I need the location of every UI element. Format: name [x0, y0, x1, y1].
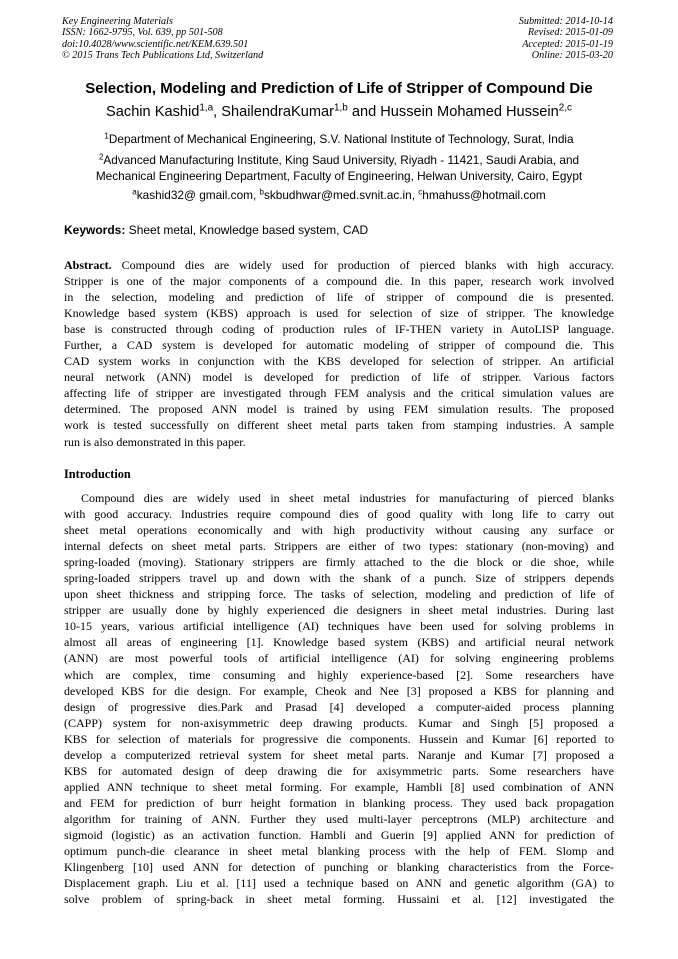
- body-line: with good accuracy. Industries require compound dies of good quality with long life to carry out: [64, 507, 614, 522]
- journal-name: Key Engineering Materials: [62, 16, 173, 27]
- journal-issn: ISSN: 1662-9795, Vol. 639, pp 501-508: [62, 27, 223, 39]
- affiliation-text: Department of Mechanical Engineering, S.V. National Institute of Technology, Surat, India: [108, 132, 574, 146]
- journal-info: [62, 16, 263, 62]
- author-name: Hussein Mohamed Hussein: [380, 104, 559, 120]
- date-accepted: Accepted: 2015-01-19: [522, 38, 613, 50]
- affiliation-text: Advanced Manufacturing Institute, King Saud University, Riyadh - 11421, Saudi Arabia, and: [103, 153, 580, 167]
- body-line: (ANN) are most powerful tools of artificial intelligence (AI) for solving engineering problems: [64, 651, 614, 666]
- body-line: solve problem of spring-back in sheet metal forming. Hussaini et al. [12] investigated the: [64, 892, 614, 907]
- author-separator: ,: [213, 104, 222, 120]
- email-address: skbudhwar@med.svnit.ac.in,: [264, 188, 419, 202]
- section-heading-introduction: Introduction: [64, 467, 131, 481]
- body-line: and FEM for prediction of burr height formation in blanking process. They used back propagation: [64, 795, 614, 810]
- body-line: Compound dies are widely used in sheet metal industries for manufacturing of pierced blanks: [81, 491, 614, 505]
- body-line: developed KBS for die design. For example, Cheok and Nee [3] proposed a KBS for planning and: [64, 683, 614, 698]
- abstract-line: CAD system works in conjunction with the KBS developed for selection of stripper. An artificial: [64, 354, 614, 369]
- abstract-line: Stripper is one of the major components of a compound die. In this paper, research work involved: [64, 274, 614, 289]
- email-mark: c: [418, 187, 423, 197]
- author-affiliation-mark: 1,b: [334, 102, 348, 114]
- abstract-line: work is tested successfully on different sheet metal parts taken from stamping industries. A sample: [64, 418, 614, 433]
- email-mark: b: [259, 187, 264, 197]
- author-affiliation-mark: 2,c: [558, 102, 572, 114]
- abstract-line: neural network (ANN) model is developed for prediction of life of stripper. Various factors: [64, 370, 614, 385]
- email-mark: a: [132, 187, 137, 197]
- abstract-line: affecting life of stripper are investigated through FEM analysis and the critical simulation values are: [64, 386, 614, 401]
- affiliation-text: Mechanical Engineering Department, Faculty of Engineering, Helwan University, Cairo, Egypt: [95, 168, 583, 183]
- abstract-line: Further, a CAD system is developed for automatic modeling of stripper of compound die. This: [64, 338, 614, 353]
- body-line: Klingenberg [10] used ANN for detection of punching or blanking characteristics from the Force-: [64, 860, 614, 875]
- publication-dates: [519, 16, 613, 62]
- journal-copyright: © 2015 Trans Tech Publications Ltd, Switzerland: [62, 50, 264, 62]
- body-line: 10-15 years, various artificial intelligence (AI) techniques have been used for solving problems in: [64, 619, 614, 634]
- abstract-label: Abstract.: [64, 258, 112, 272]
- keywords-label: Keywords:: [64, 223, 126, 237]
- abstract-line: Abstract. Compound dies are widely used for production of pierced blanks with high accuracy.: [64, 258, 614, 272]
- affiliation-mark: 1: [104, 131, 109, 141]
- author-name: ShailendraKumar: [221, 104, 335, 120]
- body-line: KBS for selection of materials for progressive die components. Hussein and Kumar [6] reported to: [64, 731, 614, 746]
- body-line: internal defects on sheet metal parts. Strippers are either of two types: stationary (non-moving) and: [64, 539, 614, 554]
- journal-doi: doi:10.4028/www.scientific.net/KEM.639.501: [62, 38, 249, 50]
- keywords-text: Sheet metal, Knowledge based system, CAD: [125, 223, 369, 237]
- affiliation-2: [40, 153, 638, 184]
- author-separator: and: [347, 104, 381, 120]
- body-line: spring-loaded (moving). Stationary strippers are firmly attached to the die block or die shoe, while: [64, 555, 614, 570]
- body-line: algorithm for training of ANN. Further they used multi-layer perceptrons (MLP) architecture and: [64, 811, 614, 826]
- email-address: hmahuss@hotmail.com: [422, 188, 546, 202]
- body-line: upon sheet thickness and stripping force. The tasks of selection, modeling and prediction of life of: [64, 587, 614, 602]
- affiliation-1: [40, 132, 638, 148]
- abstract-line: run is also demonstrated in this paper.: [64, 434, 246, 449]
- body-line: develop a computerized retrieval system for sheet metal parts. Naranje and Kumar [7] proposed a: [64, 747, 614, 762]
- body-line: applied ANN technique to sheet metal forming. For example, Hambli [8] used combination of ANN: [64, 779, 614, 794]
- author-emails: [40, 188, 638, 204]
- author-list: [40, 103, 638, 121]
- body-line: almost all areas of engineering [1]. Knowledge based system (KBS) and artificial neural network: [64, 635, 614, 650]
- body-line: sigmoid (logistic) as an activation function. Hambli and Guerin [9] applied ANN for prediction of: [64, 827, 614, 842]
- body-line: design of progressive dies.Park and Prasad [4] developed a computer-aided process planning: [64, 699, 614, 714]
- author-affiliation-mark: 1,a: [199, 102, 214, 114]
- abstract: [64, 257, 614, 450]
- body-line: optimum punch-die clearance in sheet metal blanking process with the help of FEM. Slomp and: [64, 844, 614, 859]
- author-name: Sachin Kashid: [106, 104, 200, 120]
- body-line: which are complex, time consuming and highly experience-based [2]. Some researchers have: [64, 667, 614, 682]
- email-address: kashid32@ gmail.com,: [136, 188, 260, 202]
- affiliation-mark: 2: [98, 152, 104, 162]
- body-line: sheet metal operations economically and with high productivity without causing any surface or: [64, 523, 614, 538]
- date-submitted: Submitted: 2014-10-14: [518, 16, 613, 27]
- date-online: Online: 2015-03-20: [531, 50, 613, 62]
- body-line: KBS for automated design of deep drawing die for axisymmetric parts. Some researchers have: [64, 763, 614, 778]
- abstract-line: Knowledge based system (KBS) approach is used for selection of size of stripper. The knowledge: [64, 306, 614, 321]
- abstract-line: in the selection, modeling and prediction of life of stripper of compound die is presented.: [64, 290, 614, 305]
- body-line: stripper are usually done by highly experienced die designers in sheet metal industries. During last: [64, 603, 614, 618]
- keywords: [64, 223, 624, 238]
- body-line: spring-loaded strippers travel up and down with the shank of a punch. Size of strippers depends: [64, 571, 614, 586]
- date-revised: Revised: 2015-01-09: [527, 27, 613, 39]
- abstract-line: determined. The proposed ANN model is trained by using FEM simulation results. The proposed: [64, 402, 614, 417]
- abstract-line: base is constructed through coding of production rules of IF-THEN variety in AutoLISP language.: [64, 322, 614, 337]
- paper-title: Selection, Modeling and Prediction of Life of Stripper of Compound Die: [85, 80, 593, 97]
- body-line: (CAPP) system for non-axisymmetric deep drawing products. Kumar and Singh [5] proposed a: [64, 715, 614, 730]
- body-line: Displacement graph. Liu et al. [11] used a technique based on ANN and genetic algorithm (GA) to: [64, 876, 614, 891]
- introduction-body: [64, 490, 614, 907]
